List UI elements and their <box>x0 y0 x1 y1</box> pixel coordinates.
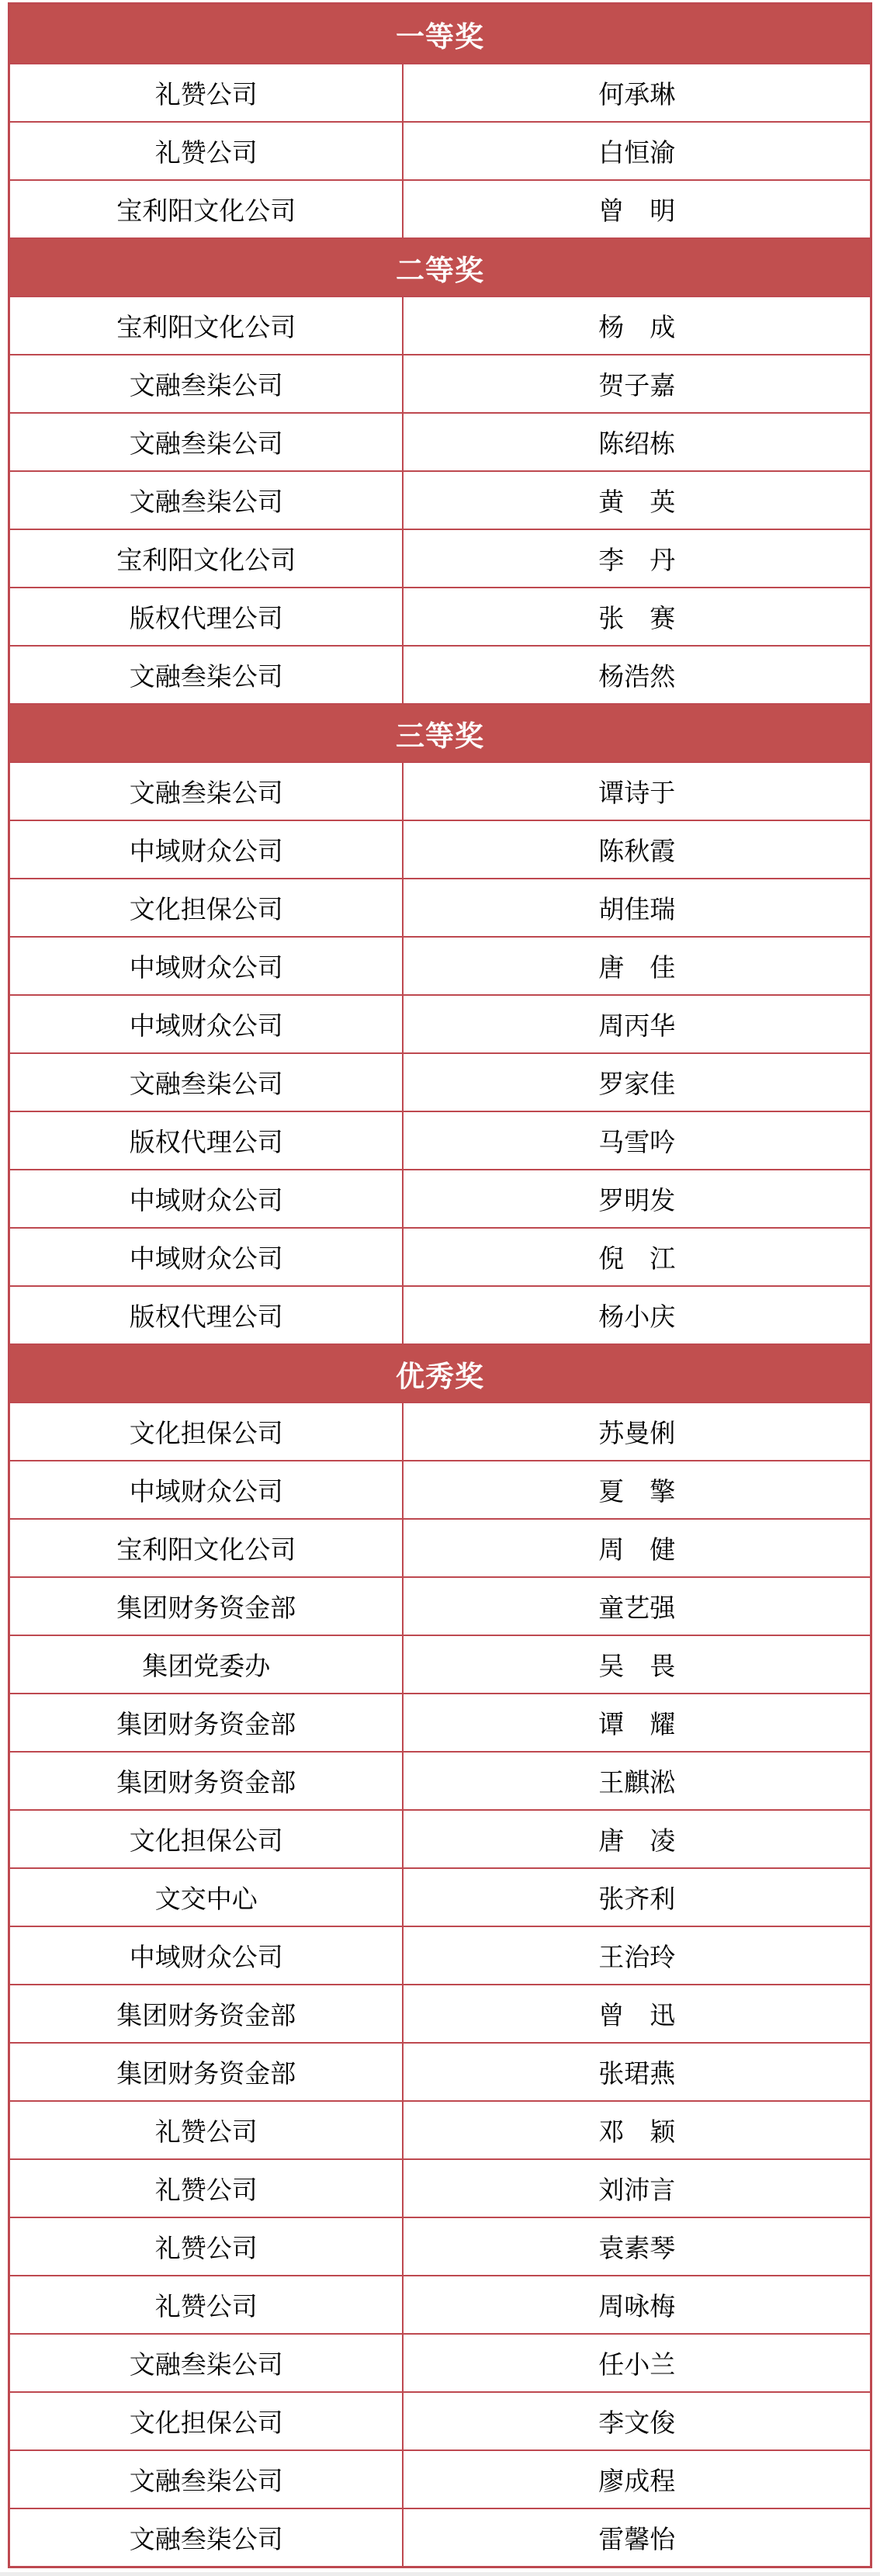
winner-name-cell: 唐 凌 <box>598 1825 676 1856</box>
winner-name-cell: 马雪吟 <box>598 1127 676 1157</box>
winner-name-cell: 杨小庆 <box>598 1302 676 1332</box>
table-row <box>10 296 870 354</box>
table-row <box>10 1402 870 1460</box>
table-row <box>10 2042 870 2100</box>
table-row <box>10 179 870 237</box>
section-header-excellence-award: 优秀奖 <box>10 1343 870 1402</box>
company-cell: 文化担保公司 <box>10 879 404 936</box>
winner-name-cell: 倪 江 <box>598 1243 676 1274</box>
table-row <box>10 761 870 820</box>
table-row <box>10 1460 870 1518</box>
winner-name-cell: 唐 佳 <box>598 952 676 983</box>
winner-name-cell: 王治玲 <box>598 1942 676 1972</box>
company-cell: 集团财务资金部 <box>10 1578 404 1635</box>
company-cell: 文化担保公司 <box>10 1811 404 1867</box>
company-cell: 中域财众公司 <box>10 1229 404 1285</box>
table-row <box>10 1693 870 1751</box>
winner-name-cell: 曾 迅 <box>598 2000 676 2030</box>
winner-name-cell: 李文俊 <box>598 2408 676 2438</box>
company-cell: 文融叁柒公司 <box>10 763 404 820</box>
table-row <box>10 587 870 645</box>
company-cell: 礼赞公司 <box>10 2102 404 2158</box>
winner-name-cell: 曾 明 <box>598 196 676 226</box>
company-cell: 文融叁柒公司 <box>10 2335 404 2391</box>
company-cell: 礼赞公司 <box>10 2276 404 2333</box>
company-cell: 宝利阳文化公司 <box>10 181 404 237</box>
table-row <box>10 470 870 529</box>
winner-name-cell: 苏曼俐 <box>598 1418 676 1448</box>
winner-name-cell: 李 丹 <box>598 545 676 575</box>
table-row <box>10 2449 870 2508</box>
table-row <box>10 878 870 936</box>
winner-name-cell: 杨 成 <box>598 312 676 342</box>
table-row <box>10 121 870 179</box>
winner-name-cell: 贺子嘉 <box>598 370 676 400</box>
winner-name-cell: 邓 颖 <box>598 2117 676 2147</box>
table-row <box>10 529 870 587</box>
table-row <box>10 936 870 994</box>
company-cell: 版权代理公司 <box>10 588 404 645</box>
table-row <box>10 63 870 121</box>
company-cell: 中域财众公司 <box>10 821 404 878</box>
company-cell: 文融叁柒公司 <box>10 414 404 470</box>
company-cell: 文融叁柒公司 <box>10 647 404 703</box>
table-row <box>10 1751 870 1809</box>
company-cell: 文融叁柒公司 <box>10 355 404 412</box>
winner-name-cell: 罗家佳 <box>598 1069 676 1099</box>
awards-page <box>0 2 880 2576</box>
winner-name-cell: 张齐利 <box>598 1884 676 1914</box>
table-row <box>10 1285 870 1343</box>
winner-name-cell: 谭诗于 <box>598 778 676 808</box>
table-row <box>10 1576 870 1635</box>
company-cell: 集团财务资金部 <box>10 1694 404 1751</box>
winner-name-cell: 周 健 <box>598 1534 676 1565</box>
winner-name-cell: 周咏梅 <box>598 2291 676 2321</box>
company-cell: 版权代理公司 <box>10 1112 404 1169</box>
winner-name-cell: 夏 擎 <box>598 1476 676 1506</box>
awards-table <box>8 2 872 2568</box>
winner-name-cell: 何承琳 <box>598 79 676 109</box>
table-row <box>10 1867 870 1926</box>
table-row <box>10 2508 870 2566</box>
winner-name-cell: 任小兰 <box>598 2349 676 2380</box>
table-row <box>10 2391 870 2449</box>
section-header-third-prize: 三等奖 <box>10 703 870 761</box>
winner-name-cell: 白恒渝 <box>598 137 676 168</box>
table-row <box>10 2217 870 2275</box>
table-row <box>10 994 870 1052</box>
winner-name-cell: 张 赛 <box>598 603 676 633</box>
company-cell: 文交中心 <box>10 1869 404 1926</box>
table-row <box>10 2275 870 2333</box>
table-row <box>10 2158 870 2217</box>
winner-name-cell: 张珺燕 <box>598 2058 676 2089</box>
winner-name-cell: 雷馨怡 <box>598 2524 676 2554</box>
company-cell: 文融叁柒公司 <box>10 1054 404 1111</box>
company-cell: 宝利阳文化公司 <box>10 1520 404 1576</box>
company-cell: 中域财众公司 <box>10 996 404 1052</box>
section-header-second-prize: 二等奖 <box>10 237 870 296</box>
company-cell: 中域财众公司 <box>10 938 404 994</box>
section-header-first-prize: 一等奖 <box>10 5 870 63</box>
table-row <box>10 1169 870 1227</box>
table-row <box>10 1926 870 1984</box>
table-row <box>10 1227 870 1285</box>
company-cell: 集团财务资金部 <box>10 2044 404 2100</box>
winner-name-cell: 杨浩然 <box>598 661 676 692</box>
table-row <box>10 2100 870 2158</box>
table-row <box>10 354 870 412</box>
bottom-edge-shadow <box>0 2572 880 2576</box>
company-cell: 礼赞公司 <box>10 2160 404 2217</box>
company-cell: 文融叁柒公司 <box>10 472 404 529</box>
winner-name-cell: 陈绍栋 <box>598 428 676 459</box>
company-cell: 宝利阳文化公司 <box>10 530 404 587</box>
company-cell: 宝利阳文化公司 <box>10 297 404 354</box>
company-cell: 版权代理公司 <box>10 1287 404 1343</box>
company-cell: 礼赞公司 <box>10 2218 404 2275</box>
winner-name-cell: 胡佳瑞 <box>598 894 676 924</box>
company-cell: 文融叁柒公司 <box>10 2451 404 2508</box>
winner-name-cell: 黄 英 <box>598 487 676 517</box>
company-cell: 集团财务资金部 <box>10 1753 404 1809</box>
table-row <box>10 1052 870 1111</box>
company-cell: 中域财众公司 <box>10 1461 404 1518</box>
company-cell: 文融叁柒公司 <box>10 2509 404 2566</box>
table-row <box>10 820 870 878</box>
winner-name-cell: 陈秋霞 <box>598 836 676 866</box>
company-cell: 礼赞公司 <box>10 64 404 121</box>
company-cell: 中域财众公司 <box>10 1927 404 1984</box>
winner-name-cell: 廖成程 <box>598 2466 676 2496</box>
table-row <box>10 1111 870 1169</box>
table-row <box>10 1984 870 2042</box>
winner-name-cell: 童艺强 <box>598 1593 676 1623</box>
company-cell: 中域财众公司 <box>10 1170 404 1227</box>
table-row <box>10 1518 870 1576</box>
table-row <box>10 2333 870 2391</box>
winner-name-cell: 罗明发 <box>598 1185 676 1215</box>
winner-name-cell: 吴 畏 <box>598 1651 676 1681</box>
winner-name-cell: 袁素琴 <box>598 2233 676 2263</box>
company-cell: 文化担保公司 <box>10 2393 404 2449</box>
winner-name-cell: 刘沛言 <box>598 2175 676 2205</box>
company-cell: 文化担保公司 <box>10 1403 404 1460</box>
winner-name-cell: 王麒淞 <box>598 1767 676 1798</box>
winner-name-cell: 谭 耀 <box>598 1709 676 1739</box>
company-cell: 集团财务资金部 <box>10 1985 404 2042</box>
table-row <box>10 412 870 470</box>
company-cell: 集团党委办 <box>10 1636 404 1693</box>
table-row <box>10 1809 870 1867</box>
winner-name-cell: 周丙华 <box>598 1011 676 1041</box>
table-row <box>10 645 870 703</box>
company-cell: 礼赞公司 <box>10 123 404 179</box>
table-row <box>10 1635 870 1693</box>
